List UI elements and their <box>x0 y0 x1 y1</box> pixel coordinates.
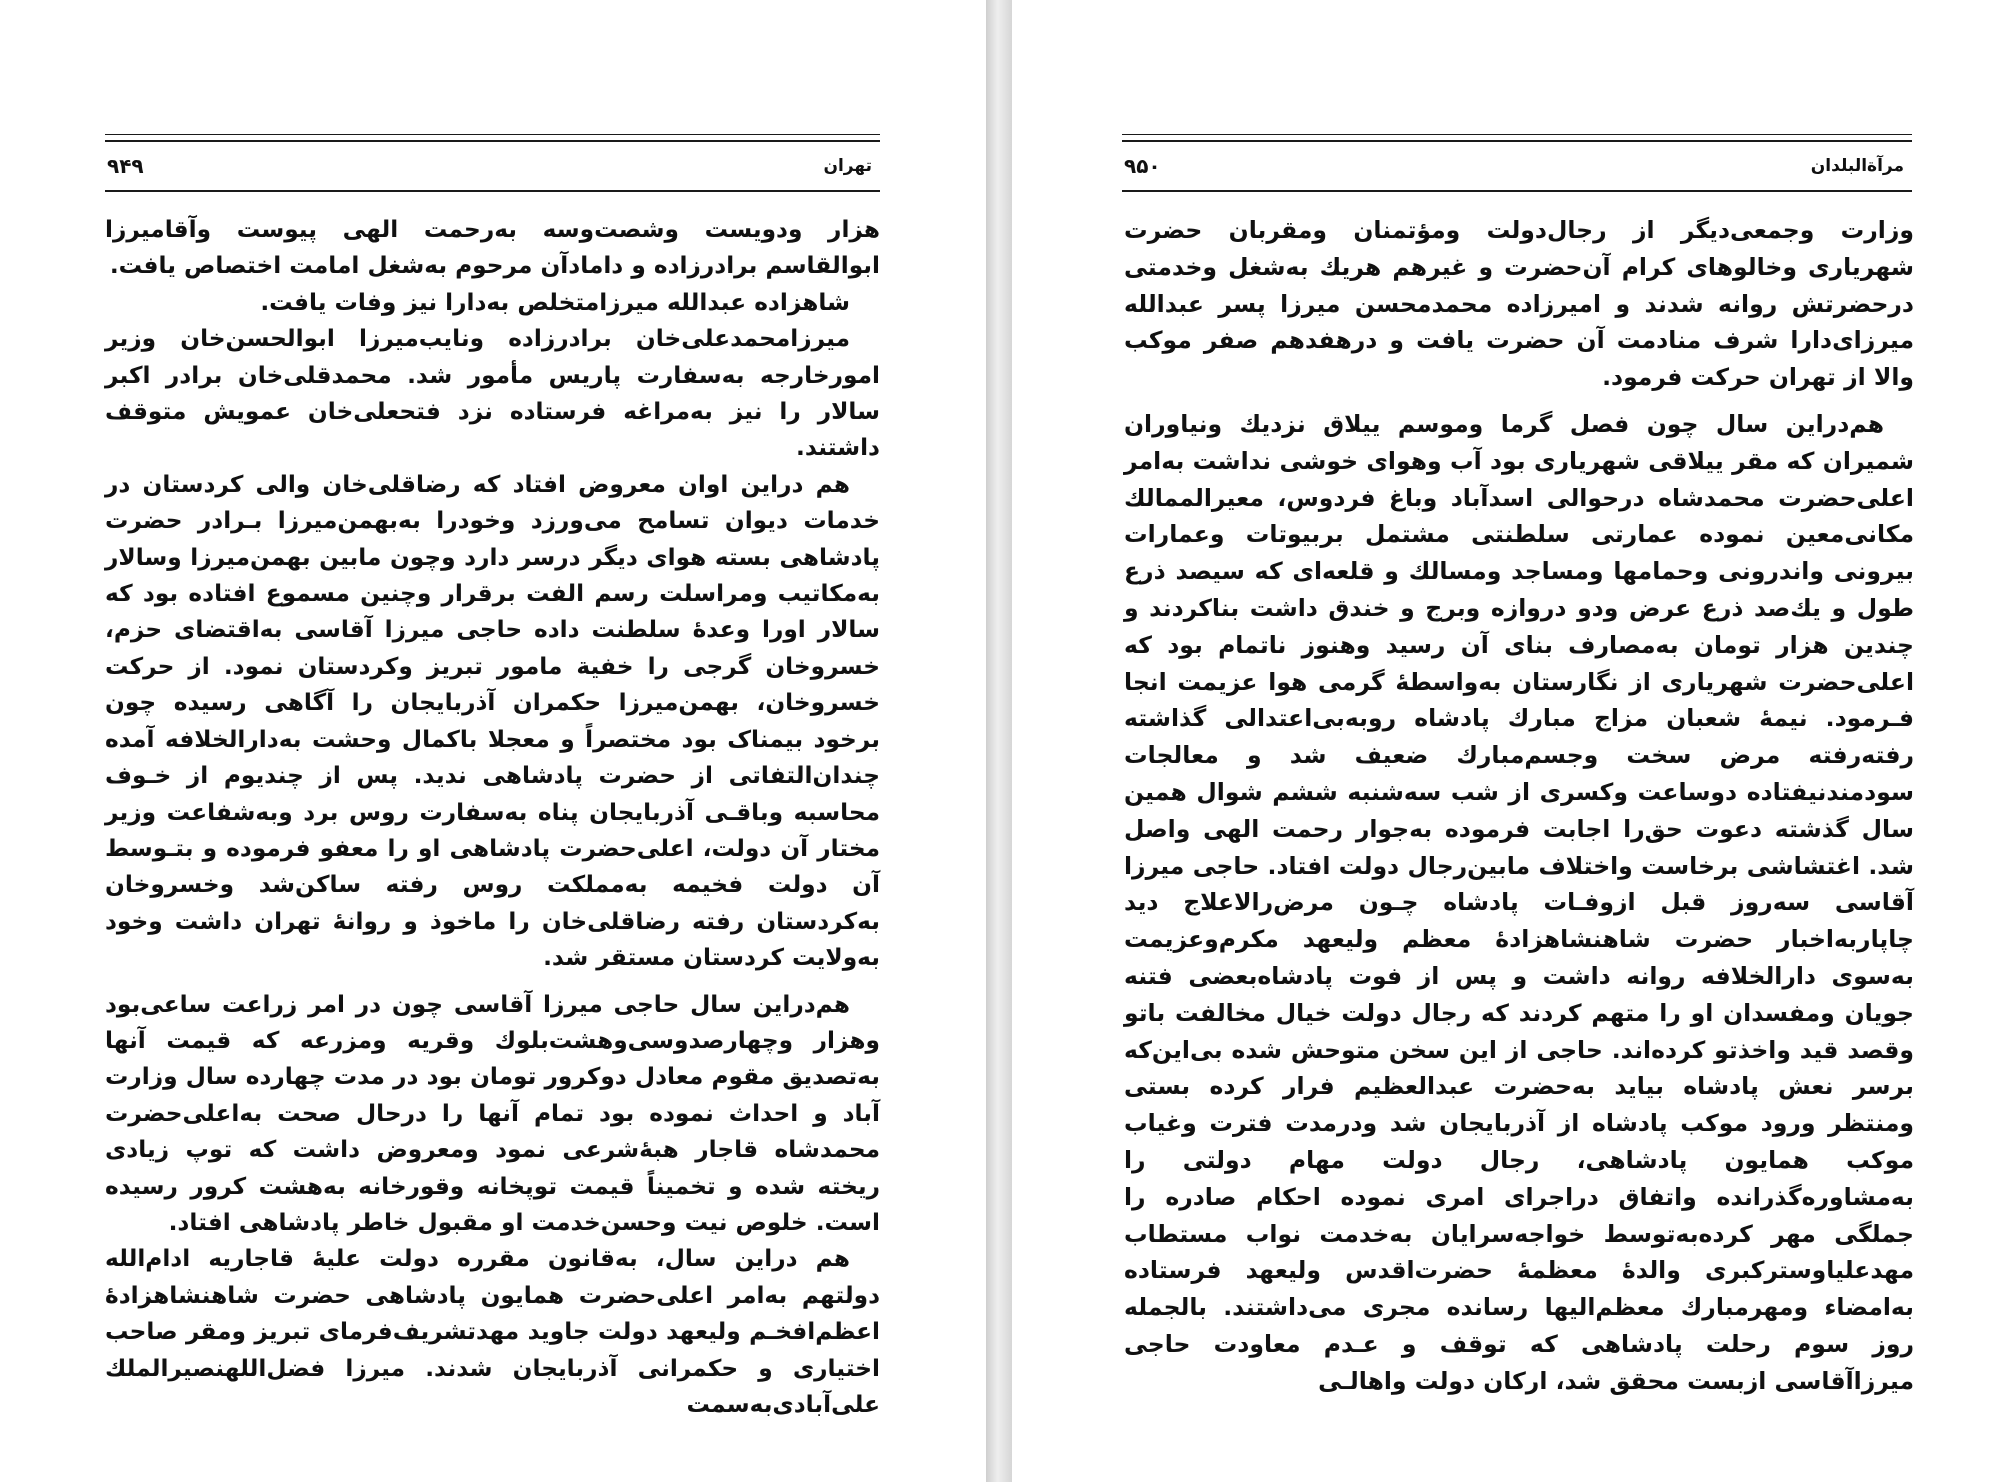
running-head <box>1122 140 1912 192</box>
paragraph: شاهزاده عبدالله میرزامتخلص به‌دارا نیز وفات یافت. <box>260 288 850 316</box>
paragraph: هم‌دراین سال چون فصل گرما وموسم ییلاق نزدیك ونیاوران شمیران که مقر ییلاقی شهریاری بود آب وهوای خوشی نداشت به‌امر اعلی‌حضرت محمدشاه درحوالی اسدآباد وباغ فردوس، معیرالممالك مکانی‌معین نموده عمارتی سلطنتی مشتمل بربیوتات وعمارات بیرونی واندرونی وحمامها ومساجد ومسالك و قلعه‌ای که سیصد ذرع طول و یك‌صد ذرع عرض ودو دروازه وبرج و خندق داشت بناکردند و چندین هزار تومان به‌مصارف بنای آن رسید وهنوز ناتمام بود که اعلی‌حضرت شهریاری از نگارستان به‌واسطهٔ گرمی هوا عزیمت انجا فـرمود. نیمهٔ شعبان مزاج مبارك پادشاه روبه‌بی‌اعتدالی گذاشته رفته‌رفته مرض سخت وجسم‌مبارك ضعیف شد و معالجات سودمندنیفتاده دوساعت وکسری از شب سه‌شنبه ششم شوال همین سال گذشته دعوت حق‌را اجابت فرموده به‌جوار رحمت الهی واصل شد. اغتشاشی برخاست واختلاف مابین‌رجال دولت افتاد. حاجی میرزا آقاسی سه‌روز قبل ازوفـات پادشاه چـون مرض‌رالاعلاج دید چاپاربه‌اخبار حضرت شاهنشاهزادهٔ معظم ولیعهد مکرم‌وعزیمت به‌سوی دارالخلافه روانه داشت و پس از فوت پادشاه‌بعضی فتنه جویان ومفسدان او را متهم کردند که رجال دولت خیال مخالفت باتو وقصد قید واخذتو کرده‌اند. حاجی از این سخن متوحش شده بی‌این‌که برسر نعش پادشاه بیاید به‌حضرت عبدالعظیم فرار کرده بستی ومنتظر ورود موکب پادشاه از آذربایجان شد ودرمدت فترت وغیاب موکب همایون پادشاهی، رجال دولت مهام دولتی را به‌مشاوره‌گذرانده واتفاق دراجرای امری نموده احکام صادره را جملگی مهر کرده‌به‌توسط خواجه‌سرایان به‌خدمت نواب مستطاب مهدعلیاوسترکبری والدهٔ معظمهٔ حضرت‌اقدس ولیعهد فرستاده به‌امضاء ومهرمبارك معظم‌الیها رسانده مجری می‌داشتند. بالجمله روز سوم رحلت پادشاهی که توقف و عـدم معاودت حاجی میرزاآقاسی ازبست محقق شد، ارکان دولت واهالـی <box>1124 409 1914 1395</box>
paragraph: هزار ودویست وشصت‌وسه به‌رحمت الهی پیوست وآقامیرزا ابوالقاسم برادرزاده و داماد‌آن مرحوم به‌شغل امامت اختصاص یافت. <box>105 216 880 280</box>
book-gutter <box>986 0 1012 1482</box>
left-page <box>0 0 986 1482</box>
running-head <box>105 140 880 192</box>
page-body <box>1124 212 1914 1400</box>
paragraph: هم دراین سال، به‌قانون مقرره دولت علیهٔ قاجاریه ادام‌الله دولتهم به‌امر اعلی‌حضرت همایون پادشاهی حضرت شاهنشاهزادهٔ اعظم‌افخـم ولیعهد دولت جاوید مهدتشریف‌فرمای تبریز ومقر صاحب اختیاری و حکمرانی آذربایجان شدند. میرزا فضل‌اللهنصیرالملك علی‌آبادی‌به‌سمت <box>105 1245 880 1418</box>
right-page <box>1012 0 2008 1482</box>
paragraph: میرزامحمدعلی‌خان برادرزاده ونایب‌میرزا ابوالحسن‌خان وزیر امورخارجه به‌سفارت پاریس مأمور شد. محمدقلی‌خان برادر اکبر سالار را نیز به‌مراغه فرستاده نزد فتحعلی‌خان عمویش متوقف داشتند. <box>105 325 880 462</box>
paragraph: هم دراین اوان معروض افتاد که رضاقلی‌خان والی کردستان در خدمات دیوان تسامح می‌ورزد وخودرا به‌بهمن‌میرزا بـرادر حضرت پادشاهی بسته هوای دیگر درسر دارد وچون مابین بهمن‌میرزا وسالار به‌مکاتیب ومراسلت رسم الفت برقرار وچنین مسموع افتاده بود که سالار اورا وعدهٔ سلطنت داده حاجی میرزا آقاسی به‌اقتضای حزم، خسروخان گرجی را خفیة مامور تبریز وکردستان نمود. از حرکت خسروخان، بهمن‌میرزا حکمران آذربایجان را آگاهی رسیده چون برخود بیمناک بود مختصراً و معجلا باکمال وحشت به‌دارالخلافه آمده چندان‌التفاتی از حضرت پادشاهی ندید. پس از چندیوم از خـوف محاسبه وباقـی آذربایجان پناه به‌سفارت روس برد وبه‌شفاعت وزیر مختار آن دولت، اعلی‌حضرت پادشاهی او را معفو فرموده و بتـوسط آن دولت فخیمه به‌مملکت روس رفته ساکن‌شد وخسروخان به‌کردستان رفته رضاقلی‌خان را ماخوذ و روانهٔ تهران داشت وخود به‌ولایت کردستان مستقر شد. <box>105 470 880 972</box>
paragraph: هم‌دراین سال حاجی میرزا آقاسی چون در امر زراعت ساعی‌بود وهزار وچهارصدوسی‌وهشت‌بلوك وقریه ومزرعه که قیمت آنها به‌تصدیق مقوم معادل دوکرور تومان بود در مدت چهارده سال وزارت آباد و احداث نموده بود تمام آنها را درحال صحت به‌اعلی‌حضرت محمدشاه قاجار هبهٔ‌شرعی نمود ومعروض داشت که توپ زیادی ریخته شده و تخمیناً قیمت توپخانه وقورخانه به‌هشت کرور رسیده است. خلوص نیت وحسن‌خدمت او مقبول خاطر پادشاهی افتاد. <box>105 990 880 1236</box>
page-number: ۹۴۹ <box>107 154 144 178</box>
paragraph: وزارت وجمعی‌دیگر از رجال‌دولت ومؤتمنان ومقربان حضرت شهریاری وخالوهای کرام آن‌حضرت و غیرهم هریك به‌شغل وخدمتی درحضرتش روانه شدند و امیرزاده محمدمحسن میرزا پسر عبدالله میرزای‌دارا شرف منادمت آن حضرت یافت و درهفدهم صفر موکب والا از تهران حرکت فرمود. <box>1124 216 1914 392</box>
running-title: مرآة‌البلدان <box>1810 156 1904 176</box>
page-number: ۹۵۰ <box>1124 154 1161 178</box>
running-title: تهران <box>823 156 872 176</box>
page-body <box>105 212 880 1423</box>
